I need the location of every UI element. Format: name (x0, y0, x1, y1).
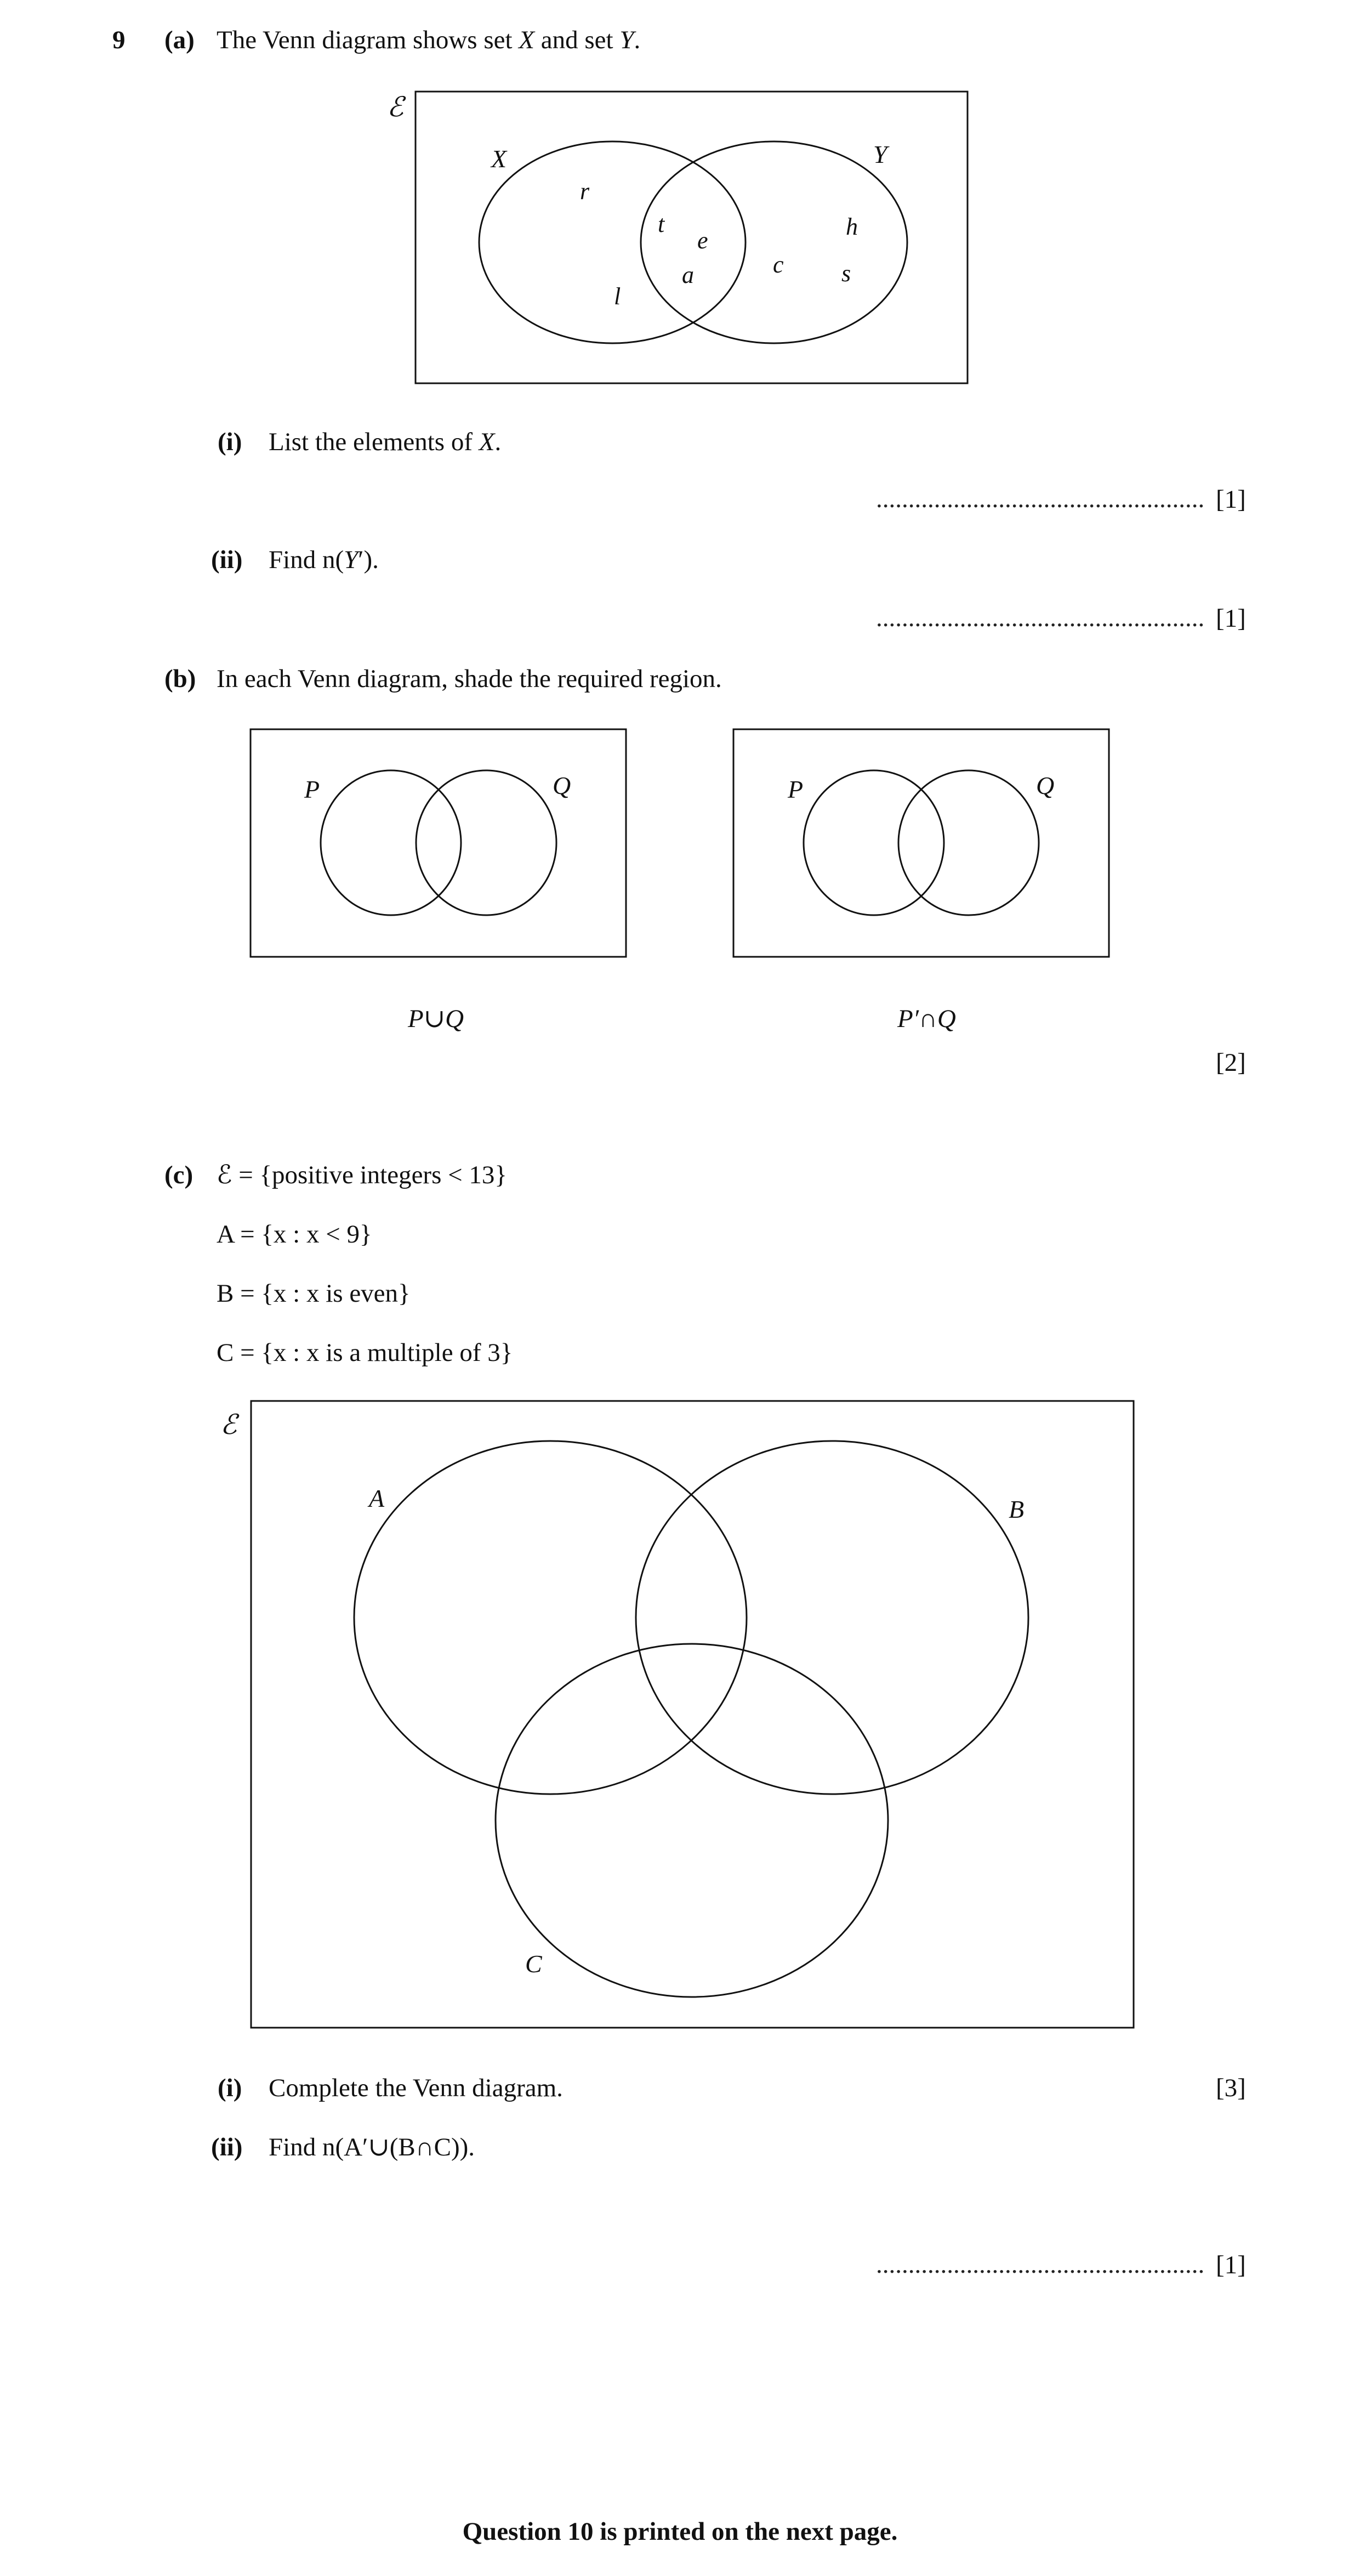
c-universal-symbol: ℰ (220, 1409, 237, 1440)
part-a-label: (a) (164, 26, 195, 54)
universal-set-definition: ℰ = {positive integers < 13} (217, 1161, 507, 1189)
marks-c-i: [3] (1216, 2074, 1246, 2102)
part-c-ii-label: (ii) (211, 2133, 243, 2161)
c-circle-b (636, 1441, 1028, 1794)
element-e: e (697, 227, 708, 254)
part-c-i-label: (i) (218, 2074, 242, 2102)
marks-b: [2] (1216, 1048, 1246, 1077)
part-c-label: (c) (164, 1161, 194, 1189)
b2-caption: P′∩Q (897, 1005, 956, 1033)
answer-line-a-i[interactable]: ................................................... (876, 485, 1205, 513)
part-b-text: In each Venn diagram, shade the required region. (217, 665, 722, 693)
element-t: t (658, 211, 665, 237)
b1-label-q: Q (553, 771, 571, 799)
marks-c-ii: [1] (1216, 2251, 1246, 2279)
part-a-ii-text: Find n(Y′). (269, 546, 379, 574)
element-a: a (682, 262, 694, 288)
answer-line-a-ii[interactable]: ................................................... (876, 604, 1205, 632)
set-b-definition: B = {x : x is even} (217, 1279, 411, 1308)
answer-line-c-ii[interactable]: ................................................... (876, 2250, 1205, 2279)
c-circle-c (496, 1644, 888, 1997)
marks-a-ii: [1] (1216, 604, 1246, 633)
c-label-b: B (1009, 1495, 1025, 1523)
b2-label-p: P (788, 775, 804, 803)
element-r: r (580, 178, 590, 205)
page-footer: Question 10 is printed on the next page. (462, 2517, 898, 2546)
element-h: h (846, 213, 858, 240)
part-b-label: (b) (164, 665, 196, 693)
element-l: l (614, 283, 621, 310)
c-circle-a (354, 1441, 747, 1794)
set-y-label: Y (873, 140, 887, 168)
set-c-definition: C = {x : x is a multiple of 3} (217, 1338, 513, 1367)
b2-label-q: Q (1036, 771, 1055, 799)
b1-caption: P∪Q (408, 1005, 464, 1033)
element-s: s (841, 260, 851, 287)
b1-label-p: P (304, 775, 320, 803)
part-c-i-text: Complete the Venn diagram. (269, 2074, 563, 2102)
set-x-label: X (491, 145, 507, 173)
marks-a-i: [1] (1216, 485, 1246, 514)
part-a-text: The Venn diagram shows set X and set Y. (217, 26, 641, 54)
set-a-definition: A = {x : x < 9} (217, 1220, 372, 1249)
part-a-ii-label: (ii) (211, 546, 243, 574)
part-c-ii-text: Find n(A′∪(B∩C)). (269, 2133, 475, 2161)
c-label-a: A (369, 1484, 385, 1512)
universal-symbol: ℰ (387, 92, 404, 122)
part-a-i-label: (i) (218, 428, 242, 456)
part-a-i-text: List the elements of X. (269, 428, 502, 456)
question-number: 9 (112, 26, 126, 54)
c-label-c: C (525, 1950, 542, 1978)
element-c: c (773, 251, 784, 278)
